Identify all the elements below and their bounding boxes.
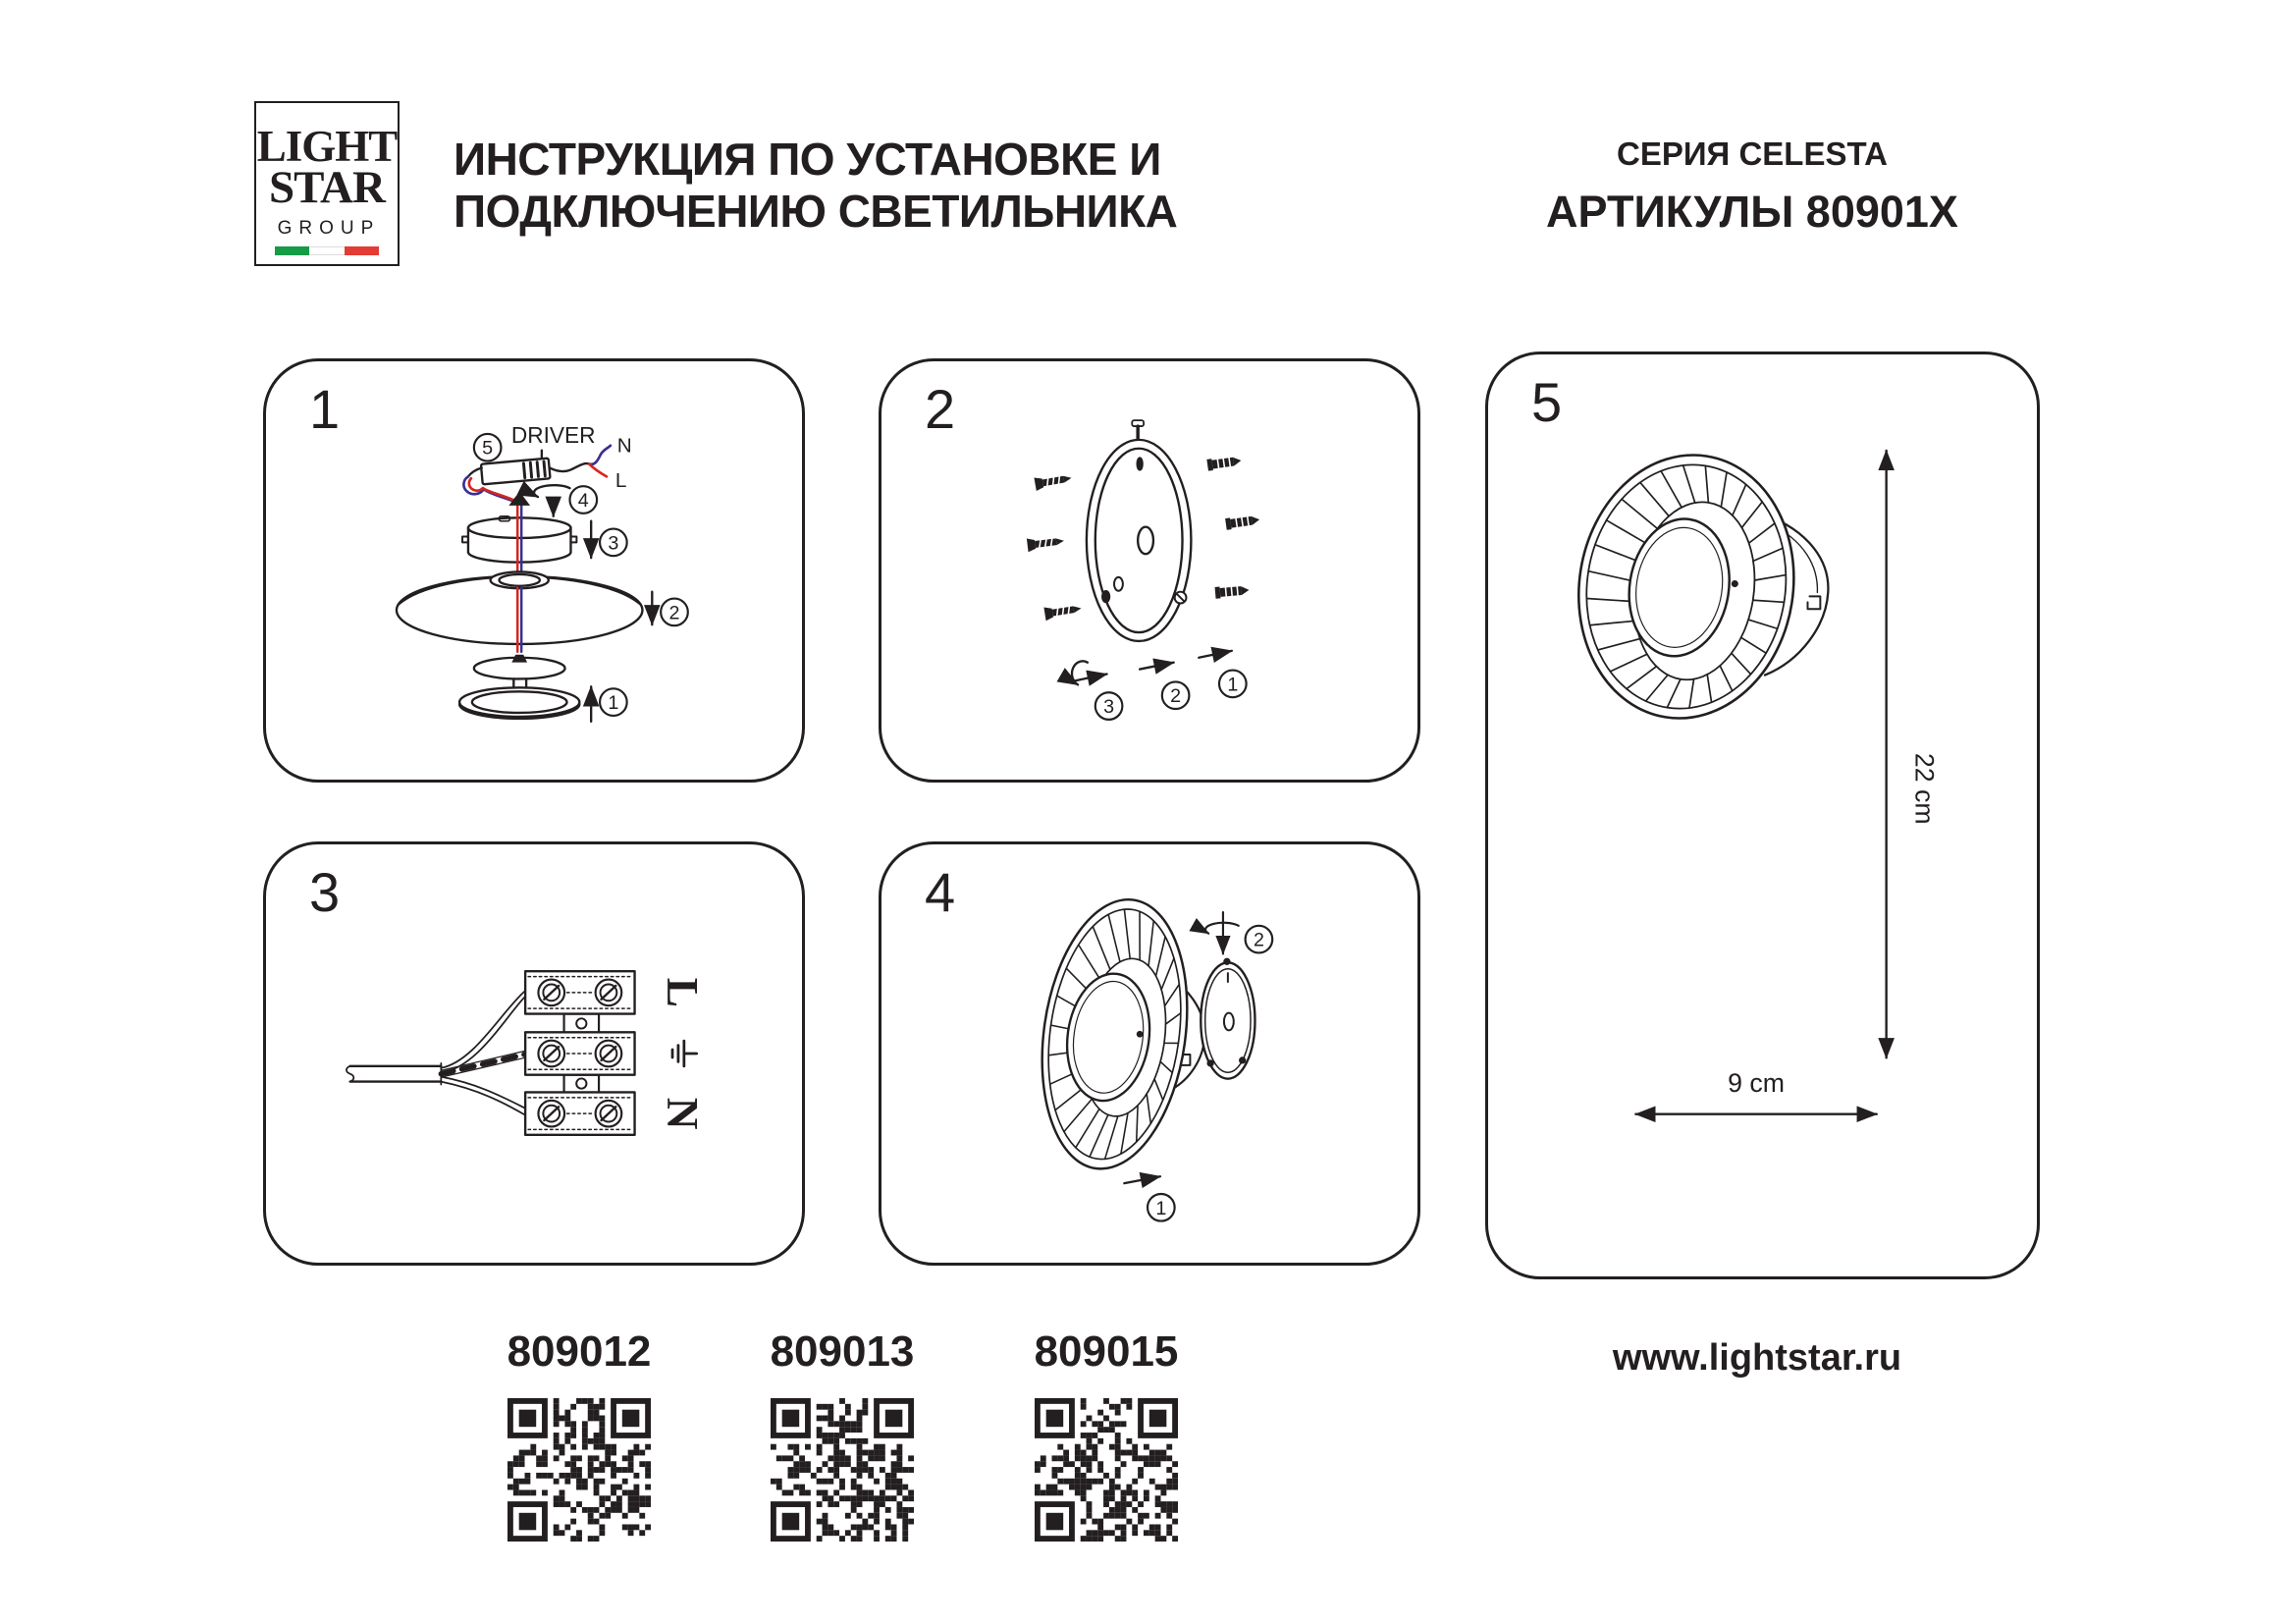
step-1-number: 1 [608,692,619,715]
panel-number-2: 2 [925,378,956,440]
step-panel-2 [879,358,1420,783]
logo-word-light: LIGHT [256,122,398,171]
article-code: 809015 [1034,1327,1179,1376]
step-3-number: 3 [1103,696,1115,719]
terminal-l-label: L [657,977,707,1008]
title-line-2: ПОДКЛЮЧЕНИЮ СВЕТИЛЬНИКА [454,186,1178,237]
article-code: 809012 [507,1327,652,1376]
panel-number-1: 1 [309,378,341,440]
page-title [454,134,1177,238]
article-column-809015 [1033,1327,1180,1546]
step-1-number: 1 [1227,674,1239,696]
articles-code: АРТИКУЛЫ 80901X [1546,187,1958,237]
height-dimension-label: 22 cm [1909,752,1940,825]
logo-word-star: STAR [269,162,385,214]
step-panel-4 [879,841,1420,1266]
title-line-1: ИНСТРУКЦИЯ ПО УСТАНОВКЕ И [454,134,1161,185]
width-dimension-label: 9 cm [1728,1067,1786,1098]
series-name: СЕРИЯ CELESTA [1616,135,1889,172]
step-3-number: 3 [608,532,619,555]
step-panel-3 [263,841,805,1266]
logo-word-group: GROUP [277,217,381,239]
qr-code-809013 [771,1398,914,1542]
mounting-plate-diagram [881,361,1417,780]
step-1-number: 1 [1155,1197,1167,1219]
exploded-lamp-diagram [266,361,802,780]
series-header [1507,135,1998,238]
panel-number-3: 3 [309,861,341,923]
step-2-number: 2 [668,602,680,624]
wire-n-label: N [616,434,632,458]
step-2-number: 2 [1253,929,1264,951]
panel-number-5: 5 [1531,371,1563,433]
step-2-number: 2 [1170,685,1182,708]
panel-number-4: 4 [925,861,956,923]
driver-label: DRIVER [510,421,596,448]
lamp-dimensions-diagram [1488,354,2037,1276]
qr-code-809012 [507,1398,651,1542]
wiring-terminal-diagram [266,844,802,1263]
article-code: 809013 [770,1327,915,1376]
italy-flag-icon [275,246,379,255]
lightstar-logo [254,101,400,266]
step-panel-1 [263,358,805,783]
wire-l-label: L [614,469,627,493]
article-column-809013 [769,1327,916,1546]
step-5-number: 5 [482,437,494,460]
dimensions-panel [1485,352,2040,1279]
article-column-809012 [506,1327,653,1546]
website-url: www.lightstar.ru [1612,1337,1902,1379]
qr-code-809015 [1035,1398,1178,1542]
shade-mounting-diagram [881,844,1417,1263]
step-4-number: 4 [577,490,589,512]
terminal-n-label: N [657,1097,707,1130]
